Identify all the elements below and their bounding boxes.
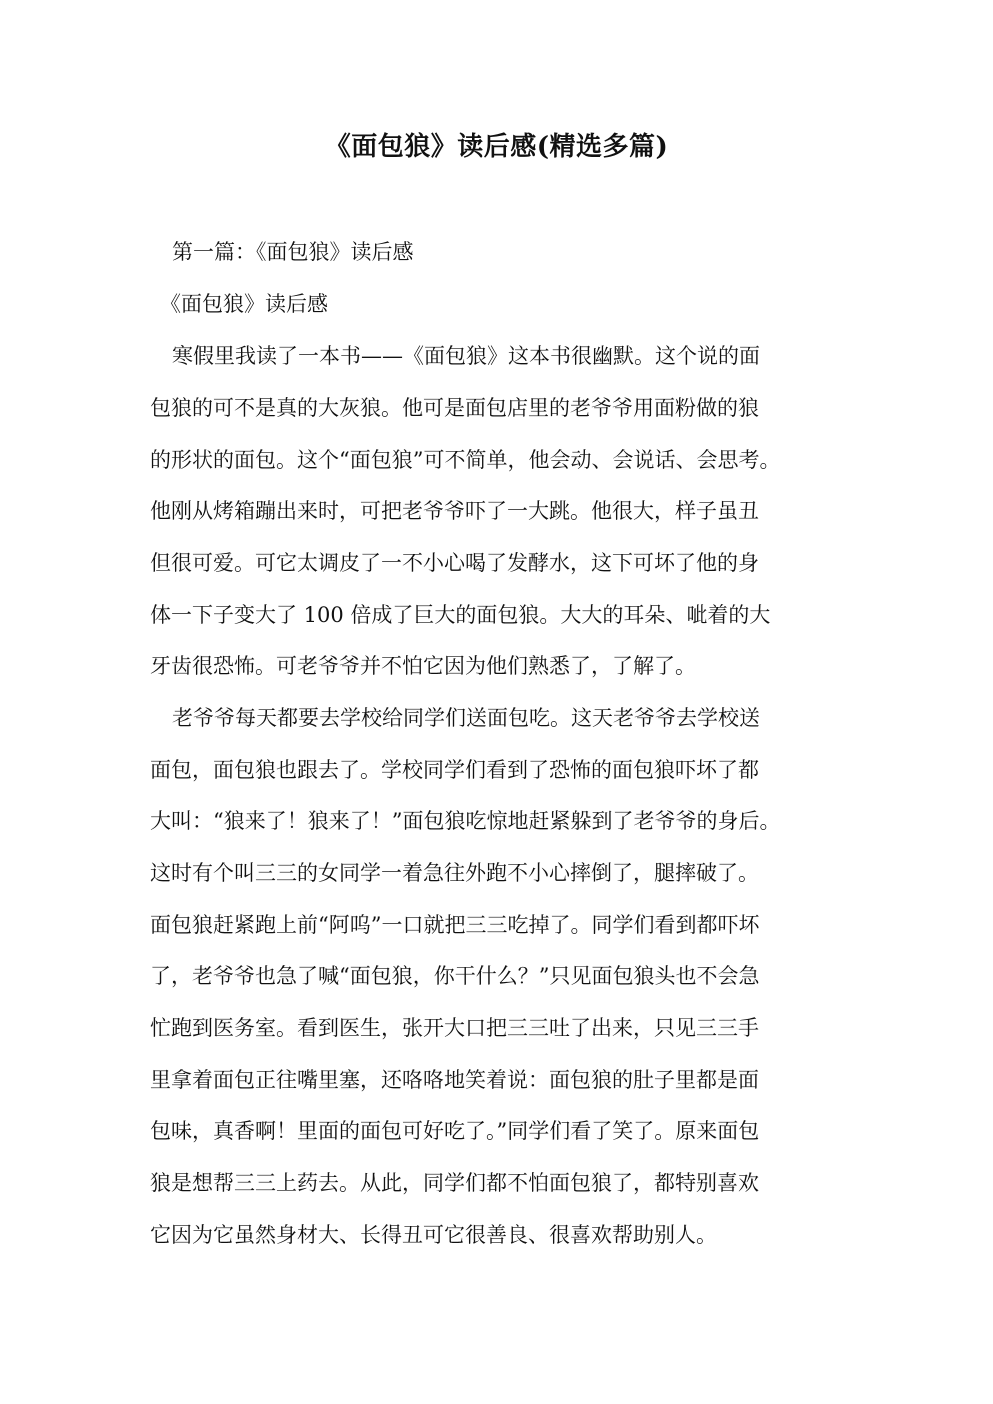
paragraph-line: 牙齿很恐怖。可老爷爷并不怕它因为他们熟悉了，了解了。 xyxy=(150,654,696,678)
paragraph-line: 的形状的面包。这个“面包狼”可不简单，他会动、会说话、会思考。 xyxy=(150,448,781,472)
paragraph-line: 包味，真香啊！里面的面包可好吃了。”同学们看了笑了。原来面包 xyxy=(150,1119,760,1143)
paragraph-line: 大叫：“狼来了！狼来了！”面包狼吃惊地赶紧躲到了老爷爷的身后。 xyxy=(150,809,781,833)
paragraph-line: 里拿着面包正往嘴里塞，还咯咯地笑着说：面包狼的肚子里都是面 xyxy=(150,1068,759,1092)
section-heading: 第一篇：《面包狼》读后感 xyxy=(172,240,414,264)
paragraph-line: 他刚从烤箱蹦出来时，可把老爷爷吓了一大跳。他很大，样子虽丑 xyxy=(150,499,759,523)
paragraph-line: 老爷爷每天都要去学校给同学们送面包吃。这天老爷爷去学校送 xyxy=(172,706,760,730)
paragraph-line: 这时有个叫三三的女同学一着急往外跑不小心摔倒了，腿摔破了。 xyxy=(150,861,759,885)
paragraph-line: 面包狼赶紧跑上前“阿呜”一口就把三三吃掉了。同学们看到都吓坏 xyxy=(150,913,760,937)
paragraph-line: 它因为它虽然身材大、长得丑可它很善良、很喜欢帮助别人。 xyxy=(150,1223,717,1247)
paragraph-line: 狼是想帮三三上药去。从此，同学们都不怕面包狼了，都特别喜欢 xyxy=(150,1171,759,1195)
paragraph-line: 忙跑到医务室。看到医生，张开大口把三三吐了出来，只见三三手 xyxy=(150,1016,759,1040)
paragraph-line: 但很可爱。可它太调皮了一不小心喝了发酵水，这下可坏了他的身 xyxy=(150,551,759,575)
paragraph-line: 体一下子变大了 100 倍成了巨大的面包狼。大大的耳朵、呲着的大 xyxy=(150,603,771,627)
paragraph-line: 了，老爷爷也急了喊“面包狼，你干什么？”只见面包狼头也不会急 xyxy=(150,964,760,988)
paragraph-line: 面包，面包狼也跟去了。学校同学们看到了恐怖的面包狼吓坏了都 xyxy=(150,758,759,782)
section-subtitle: 《面包狼》读后感 xyxy=(160,292,328,316)
paragraph-line: 包狼的可不是真的大灰狼。他可是面包店里的老爷爷用面粉做的狼 xyxy=(150,396,759,420)
document-title: 《面包狼》读后感(精选多篇) xyxy=(324,132,669,162)
paragraph-line: 寒假里我读了一本书——《面包狼》这本书很幽默。这个说的面 xyxy=(172,344,760,368)
